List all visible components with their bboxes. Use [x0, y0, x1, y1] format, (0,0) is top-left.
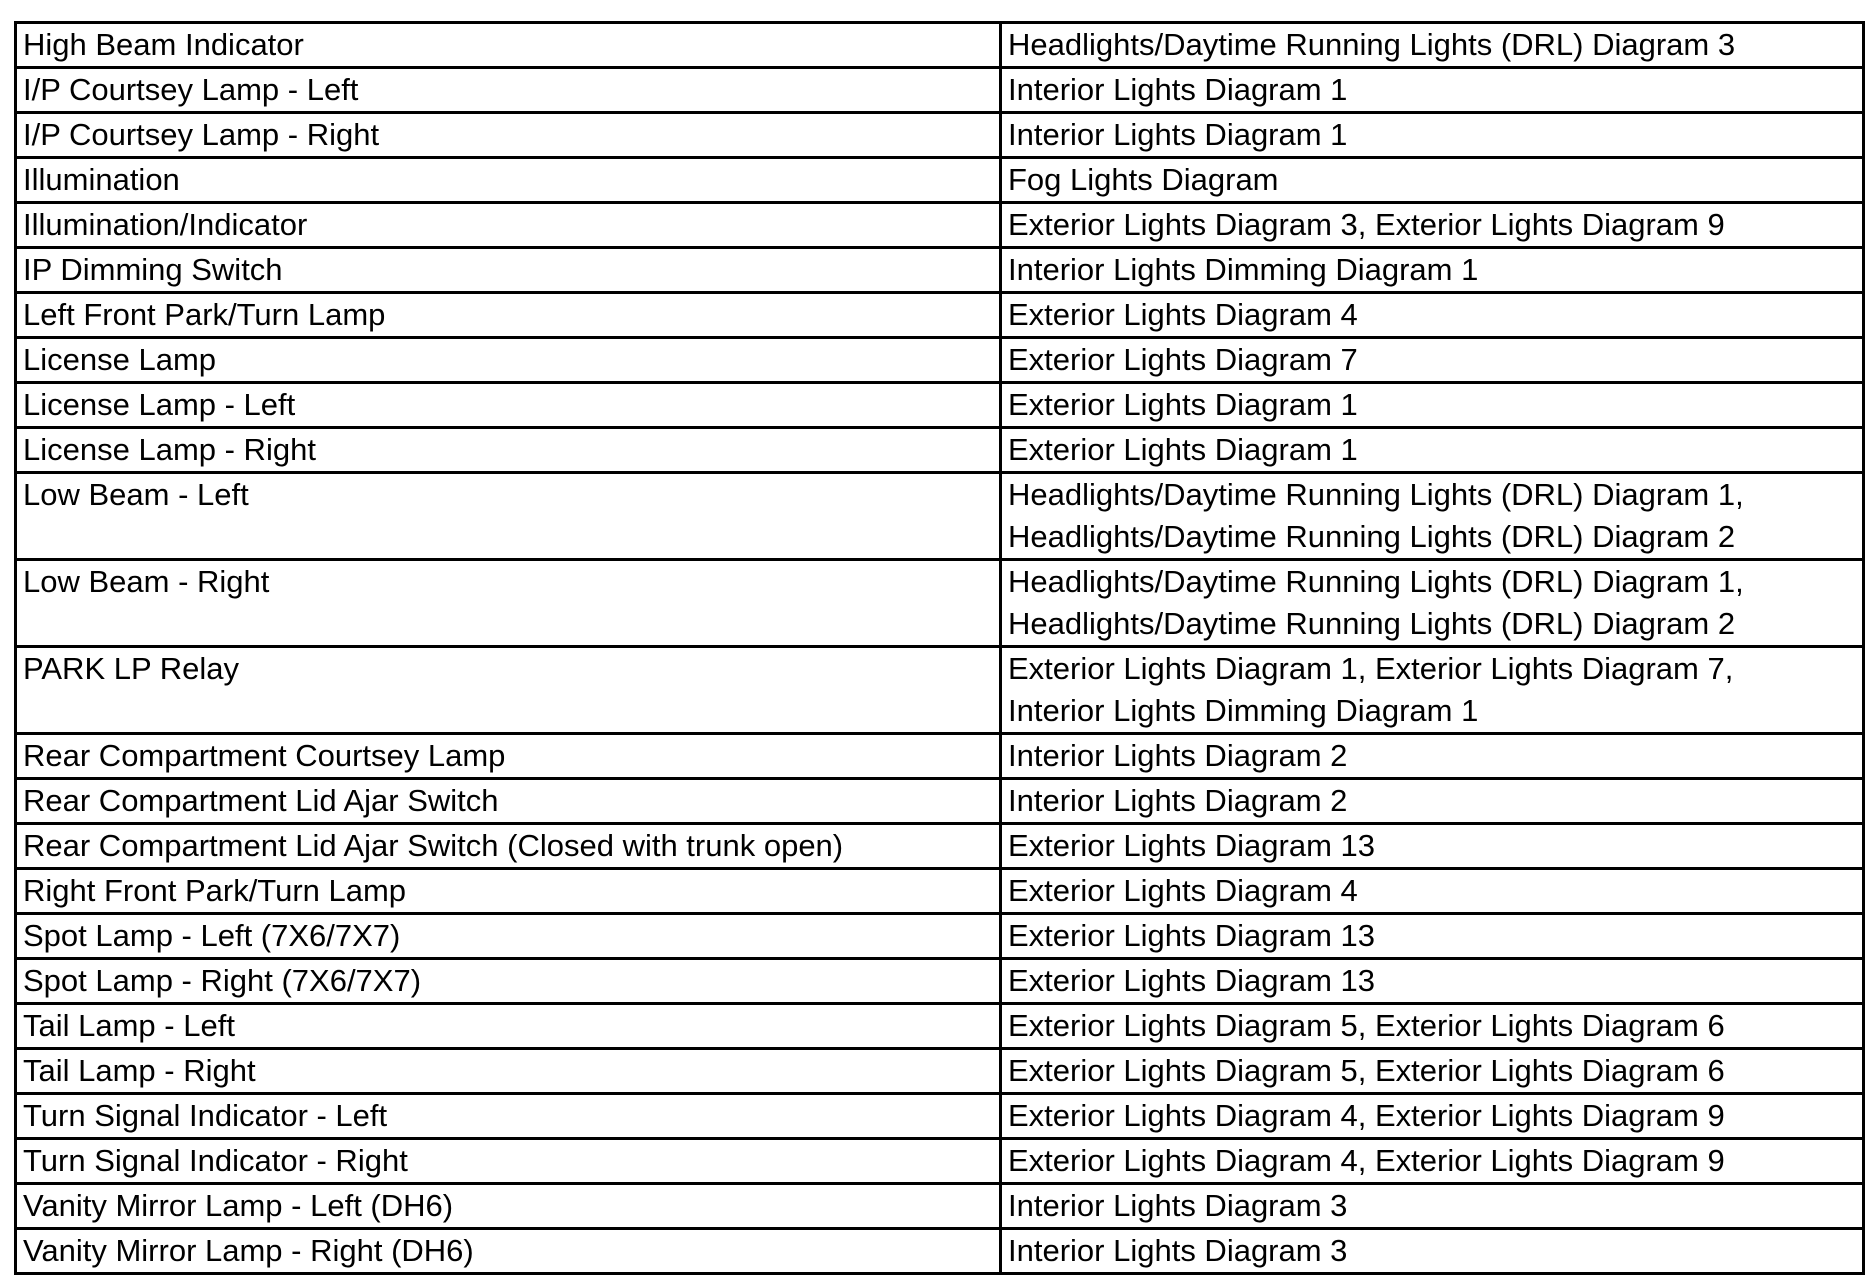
diagram-reference-line: Interior Lights Diagram 2 [1008, 738, 1348, 773]
table-row [16, 68, 1864, 113]
component-name-cell [16, 383, 1001, 428]
diagram-reference-line: Exterior Lights Diagram 7 [1008, 342, 1358, 377]
table-row [16, 869, 1864, 914]
table-row [16, 158, 1864, 203]
component-name: Left Front Park/Turn Lamp [23, 297, 386, 332]
diagram-reference-line: Exterior Lights Diagram 4 [1008, 873, 1358, 908]
diagram-reference-line: Exterior Lights Diagram 5, Exterior Lights Diagram 6 [1008, 1053, 1725, 1088]
diagram-reference-cell [1001, 293, 1864, 338]
diagram-reference-line: Interior Lights Dimming Diagram 1 [1008, 693, 1479, 728]
diagram-reference-line: Exterior Lights Diagram 13 [1008, 963, 1375, 998]
component-name: License Lamp [23, 342, 217, 377]
component-name: High Beam Indicator [23, 27, 304, 62]
diagram-reference-line: Headlights/Daytime Running Lights (DRL) Diagram 3 [1008, 27, 1736, 62]
diagram-reference-line: Interior Lights Diagram 3 [1008, 1233, 1348, 1268]
table-body [16, 23, 1864, 1274]
component-diagram-table [14, 21, 1865, 1275]
component-name: Rear Compartment Lid Ajar Switch (Closed with trunk open) [23, 828, 844, 863]
diagram-reference-line: Headlights/Daytime Running Lights (DRL) Diagram 1, [1008, 477, 1744, 512]
component-name-cell [16, 248, 1001, 293]
table-row [16, 1184, 1864, 1229]
table-row [16, 824, 1864, 869]
table-row [16, 647, 1864, 734]
component-name-cell [16, 293, 1001, 338]
diagram-reference-cell [1001, 158, 1864, 203]
component-index-page [14, 21, 1865, 1275]
component-name: Spot Lamp - Left (7X6/7X7) [23, 918, 401, 953]
component-name-cell [16, 914, 1001, 959]
table-row [16, 1004, 1864, 1049]
diagram-reference-cell [1001, 869, 1864, 914]
diagram-reference-line: Exterior Lights Diagram 13 [1008, 828, 1375, 863]
component-name-cell [16, 1139, 1001, 1184]
diagram-reference-line: Exterior Lights Diagram 4, Exterior Lights Diagram 9 [1008, 1098, 1725, 1133]
diagram-reference-cell [1001, 647, 1864, 734]
table-row [16, 914, 1864, 959]
diagram-reference-line: Headlights/Daytime Running Lights (DRL) Diagram 1, [1008, 564, 1744, 599]
diagram-reference-cell [1001, 23, 1864, 68]
table-row [16, 1229, 1864, 1274]
diagram-reference-line: Exterior Lights Diagram 4, Exterior Lights Diagram 9 [1008, 1143, 1725, 1178]
component-name: Low Beam - Left [23, 477, 249, 512]
table-row [16, 734, 1864, 779]
diagram-reference-line: Interior Lights Diagram 1 [1008, 72, 1348, 107]
diagram-reference-cell [1001, 779, 1864, 824]
diagram-reference-cell [1001, 428, 1864, 473]
component-name-cell [16, 158, 1001, 203]
component-name: PARK LP Relay [23, 651, 239, 686]
diagram-reference-line: Headlights/Daytime Running Lights (DRL) Diagram 2 [1008, 519, 1736, 554]
component-name-cell [16, 1184, 1001, 1229]
table-row [16, 473, 1864, 560]
table-row [16, 1139, 1864, 1184]
component-name: Turn Signal Indicator - Left [23, 1098, 388, 1133]
component-name: Rear Compartment Courtsey Lamp [23, 738, 506, 773]
component-name-cell [16, 113, 1001, 158]
table-row [16, 383, 1864, 428]
component-name: IP Dimming Switch [23, 252, 283, 287]
table-row [16, 203, 1864, 248]
table-row [16, 338, 1864, 383]
component-name-cell [16, 734, 1001, 779]
component-name-cell [16, 869, 1001, 914]
diagram-reference-cell [1001, 1049, 1864, 1094]
component-name: Turn Signal Indicator - Right [23, 1143, 408, 1178]
component-name: I/P Courtsey Lamp - Left [23, 72, 359, 107]
diagram-reference-cell [1001, 68, 1864, 113]
diagram-reference-cell [1001, 473, 1864, 560]
diagram-reference-cell [1001, 914, 1864, 959]
component-name: License Lamp - Left [23, 387, 296, 422]
diagram-reference-cell [1001, 959, 1864, 1004]
diagram-reference-cell [1001, 1229, 1864, 1274]
component-name: Tail Lamp - Right [23, 1053, 256, 1088]
table-row [16, 23, 1864, 68]
component-name-cell [16, 1229, 1001, 1274]
table-row [16, 293, 1864, 338]
diagram-reference-cell [1001, 1139, 1864, 1184]
diagram-reference-line: Exterior Lights Diagram 1, Exterior Lights Diagram 7, [1008, 651, 1734, 686]
diagram-reference-line: Exterior Lights Diagram 3, Exterior Lights Diagram 9 [1008, 207, 1725, 242]
diagram-reference-cell [1001, 1094, 1864, 1139]
diagram-reference-cell [1001, 383, 1864, 428]
diagram-reference-cell [1001, 203, 1864, 248]
diagram-reference-cell [1001, 824, 1864, 869]
component-name-cell [16, 428, 1001, 473]
diagram-reference-cell [1001, 113, 1864, 158]
diagram-reference-line: Interior Lights Diagram 2 [1008, 783, 1348, 818]
component-name: Vanity Mirror Lamp - Left (DH6) [23, 1188, 454, 1223]
diagram-reference-cell [1001, 1004, 1864, 1049]
component-name: Illumination/Indicator [23, 207, 308, 242]
table-row [16, 560, 1864, 647]
diagram-reference-cell [1001, 248, 1864, 293]
component-name-cell [16, 959, 1001, 1004]
diagram-reference-line: Fog Lights Diagram [1008, 162, 1279, 197]
component-name-cell [16, 560, 1001, 647]
table-row [16, 248, 1864, 293]
component-name: Spot Lamp - Right (7X6/7X7) [23, 963, 422, 998]
diagram-reference-line: Exterior Lights Diagram 1 [1008, 387, 1358, 422]
table-row [16, 428, 1864, 473]
component-name-cell [16, 824, 1001, 869]
component-name-cell [16, 1004, 1001, 1049]
diagram-reference-cell [1001, 734, 1864, 779]
component-name-cell [16, 338, 1001, 383]
diagram-reference-line: Interior Lights Diagram 3 [1008, 1188, 1348, 1223]
table-row [16, 779, 1864, 824]
component-name-cell [16, 1049, 1001, 1094]
component-name-cell [16, 23, 1001, 68]
component-name: I/P Courtsey Lamp - Right [23, 117, 380, 152]
component-name-cell [16, 68, 1001, 113]
table-row [16, 1049, 1864, 1094]
diagram-reference-cell [1001, 1184, 1864, 1229]
component-name: Right Front Park/Turn Lamp [23, 873, 407, 908]
diagram-reference-cell [1001, 338, 1864, 383]
component-name-cell [16, 203, 1001, 248]
diagram-reference-line: Exterior Lights Diagram 13 [1008, 918, 1375, 953]
component-name: Low Beam - Right [23, 564, 270, 599]
table-row [16, 959, 1864, 1004]
table-row [16, 1094, 1864, 1139]
diagram-reference-line: Interior Lights Diagram 1 [1008, 117, 1348, 152]
diagram-reference-cell [1001, 560, 1864, 647]
component-name: Illumination [23, 162, 180, 197]
diagram-reference-line: Exterior Lights Diagram 4 [1008, 297, 1358, 332]
component-name-cell [16, 473, 1001, 560]
component-name-cell [16, 1094, 1001, 1139]
table-row [16, 113, 1864, 158]
component-name: License Lamp - Right [23, 432, 316, 467]
diagram-reference-line: Exterior Lights Diagram 1 [1008, 432, 1358, 467]
diagram-reference-line: Exterior Lights Diagram 5, Exterior Lights Diagram 6 [1008, 1008, 1725, 1043]
component-name: Tail Lamp - Left [23, 1008, 235, 1043]
component-name-cell [16, 647, 1001, 734]
component-name: Vanity Mirror Lamp - Right (DH6) [23, 1233, 474, 1268]
component-name: Rear Compartment Lid Ajar Switch [23, 783, 499, 818]
component-name-cell [16, 779, 1001, 824]
diagram-reference-line: Headlights/Daytime Running Lights (DRL) Diagram 2 [1008, 606, 1736, 641]
diagram-reference-line: Interior Lights Dimming Diagram 1 [1008, 252, 1479, 287]
